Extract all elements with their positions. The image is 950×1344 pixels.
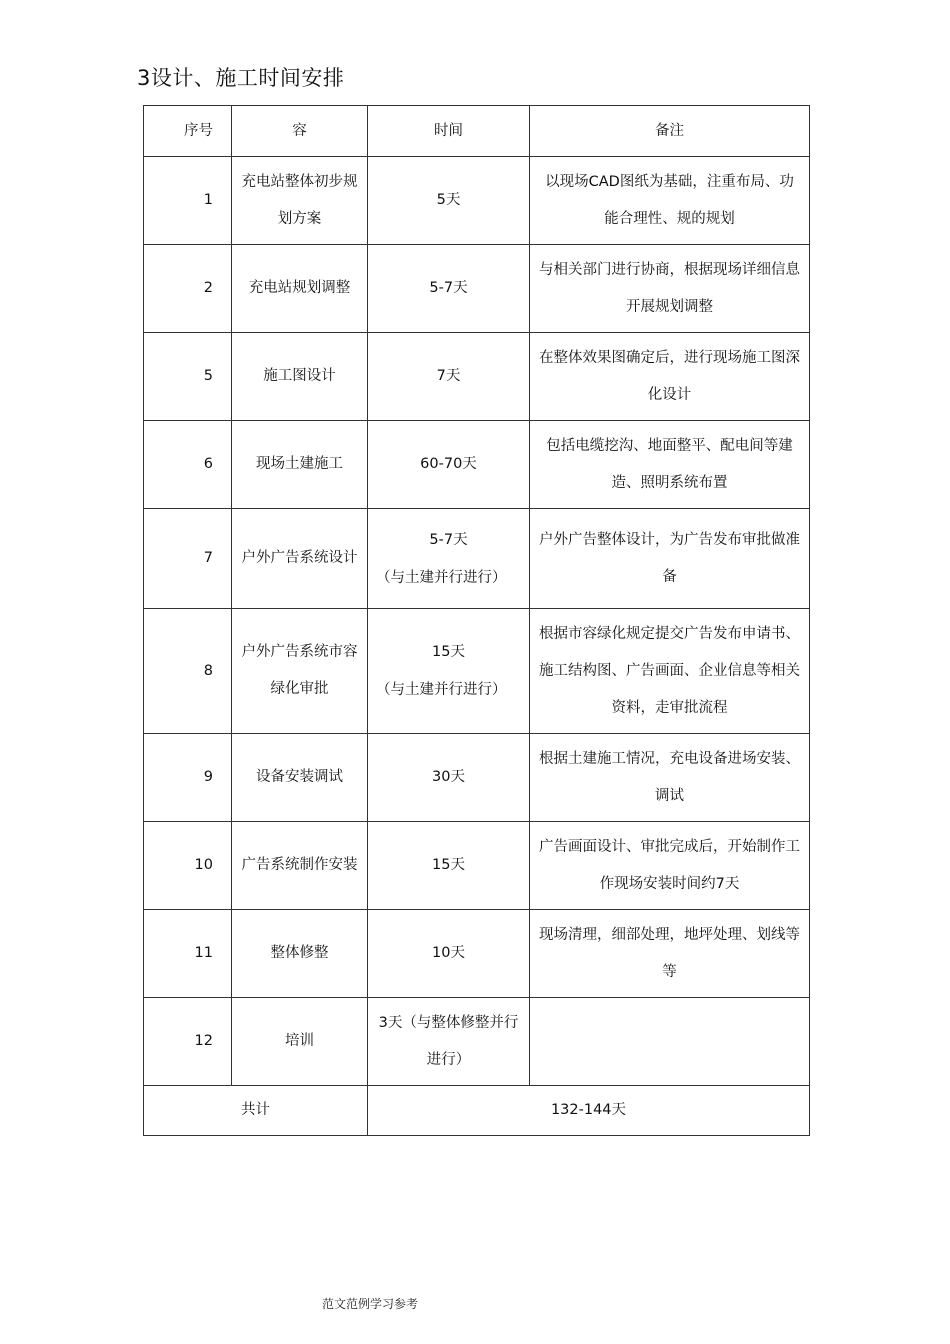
row-note: 根据土建施工情况，充电设备进场安装、调试 xyxy=(530,734,810,822)
total-label: 共计 xyxy=(144,1086,368,1136)
table-row xyxy=(144,421,810,509)
row-time: 15天 xyxy=(432,644,465,660)
row-time: 5-7天 xyxy=(429,531,468,548)
row-note: 包括电缆挖沟、地面整平、配电间等建造、照明系统布置 xyxy=(530,421,810,509)
table-row xyxy=(144,734,810,822)
row-time-note: （与土建并行进行） xyxy=(376,569,507,586)
row-content: 户外广告系统设计 xyxy=(232,509,368,609)
footer-text: 范文范例学习参考 xyxy=(322,1297,419,1311)
row-content: 现场土建施工 xyxy=(232,421,368,509)
row-note: 与相关部门进行协商，根据现场详细信息开展规划调整 xyxy=(530,245,810,333)
row-time-cell xyxy=(368,509,530,609)
row-note: 根据市容绿化规定提交广告发布申请书、施工结构图、广告画面、企业信息等相关资料，走审批流程 xyxy=(530,609,810,734)
table-row xyxy=(144,245,810,333)
header-content: 容 xyxy=(232,106,368,157)
row-content: 培训 xyxy=(232,998,368,1086)
row-time: 15天 xyxy=(368,822,530,910)
row-content: 充电站规划调整 xyxy=(232,245,368,333)
table-row xyxy=(144,910,810,998)
row-content: 充电站整体初步规划方案 xyxy=(232,157,368,245)
row-content: 设备安装调试 xyxy=(232,734,368,822)
table-row xyxy=(144,998,810,1086)
row-seq: 2 xyxy=(144,245,232,333)
row-content: 整体修整 xyxy=(232,910,368,998)
row-note: 广告画面设计、审批完成后，开始制作工作现场安装时间约7天 xyxy=(530,822,810,910)
row-time: 10天 xyxy=(368,910,530,998)
row-note: 户外广告整体设计，为广告发布审批做准备 xyxy=(530,509,810,609)
table-row xyxy=(144,609,810,734)
row-note: 以现场CAD图纸为基础，注重布局、功能合理性、规的规划 xyxy=(530,157,810,245)
table-header-row xyxy=(144,106,810,157)
row-time: 3天（与整体修整并行进行） xyxy=(368,998,530,1086)
row-content: 施工图设计 xyxy=(232,333,368,421)
row-content: 广告系统制作安装 xyxy=(232,822,368,910)
table-row xyxy=(144,822,810,910)
row-time: 5-7天 xyxy=(368,245,530,333)
header-note: 备注 xyxy=(530,106,810,157)
section-heading: 3设计、施工时间安排 xyxy=(137,66,345,90)
table-row xyxy=(144,157,810,245)
header-time: 时间 xyxy=(368,106,530,157)
row-time: 7天 xyxy=(368,333,530,421)
row-content: 户外广告系统市容绿化审批 xyxy=(232,609,368,734)
table-row xyxy=(144,333,810,421)
row-note: 在整体效果图确定后，进行现场施工图深化设计 xyxy=(530,333,810,421)
row-seq: 9 xyxy=(144,734,232,822)
row-time: 60-70天 xyxy=(368,421,530,509)
table-row xyxy=(144,509,810,609)
row-seq: 8 xyxy=(144,609,232,734)
row-seq: 12 xyxy=(144,998,232,1086)
row-seq: 10 xyxy=(144,822,232,910)
row-seq: 1 xyxy=(144,157,232,245)
header-seq: 序号 xyxy=(144,106,232,157)
row-seq: 5 xyxy=(144,333,232,421)
row-note: 现场清理，细部处理，地坪处理、划线等等 xyxy=(530,910,810,998)
row-time: 30天 xyxy=(368,734,530,822)
row-time-note: （与土建并行进行） xyxy=(376,682,507,698)
total-value: 132-144天 xyxy=(368,1086,810,1136)
row-seq: 7 xyxy=(144,509,232,609)
schedule-table xyxy=(143,105,810,1136)
row-time: 5天 xyxy=(368,157,530,245)
row-note xyxy=(530,998,810,1086)
row-seq: 6 xyxy=(144,421,232,509)
table-total-row xyxy=(144,1086,810,1136)
row-seq: 11 xyxy=(144,910,232,998)
row-time-cell xyxy=(368,609,530,734)
